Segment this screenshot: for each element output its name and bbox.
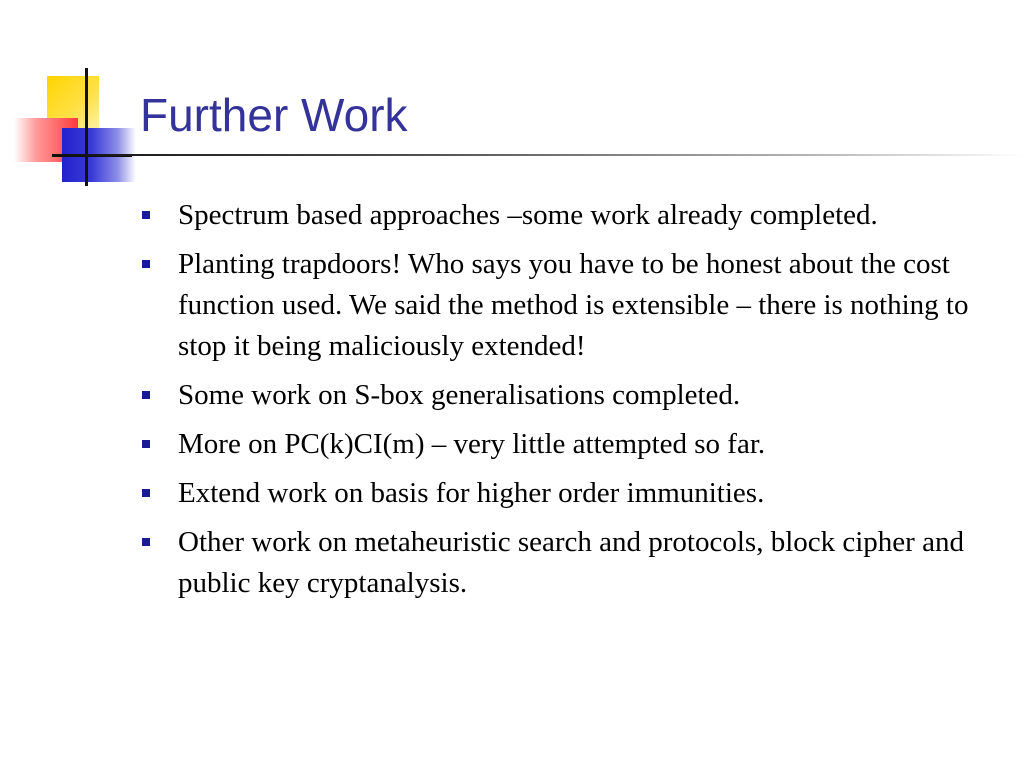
bullet-square-icon xyxy=(142,489,150,497)
slide-logo xyxy=(0,0,160,200)
bullet-item xyxy=(138,522,988,604)
bullet-item xyxy=(138,473,988,514)
logo-vertical-line xyxy=(85,68,88,186)
bullet-item xyxy=(138,424,988,465)
bullet-text: More on PC(k)CI(m) – very little attempted so far. xyxy=(178,428,766,460)
bullet-text: Other work on metaheuristic search and protocols, block cipher and public key cryptanalysis. xyxy=(178,526,964,599)
bullet-text: Extend work on basis for higher order immunities. xyxy=(178,477,765,509)
title-underline xyxy=(60,154,1024,156)
bullet-item xyxy=(138,195,988,236)
bullet-text: Spectrum based approaches –some work already completed. xyxy=(178,199,878,231)
bullet-square-icon xyxy=(142,440,150,448)
slide-title: Further Work xyxy=(140,89,408,141)
bullet-item xyxy=(138,244,988,367)
bullet-text: Some work on S-box generalisations completed. xyxy=(178,379,741,411)
bullet-list xyxy=(138,195,988,612)
bullet-square-icon xyxy=(142,260,150,268)
bullet-square-icon xyxy=(142,391,150,399)
bullet-square-icon xyxy=(142,211,150,219)
bullet-item xyxy=(138,375,988,416)
bullet-square-icon xyxy=(142,538,150,546)
bullet-text: Planting trapdoors! Who says you have to be honest about the cost function used. We said the method is extensible – there is nothing to stop it being maliciously extended! xyxy=(178,248,969,362)
